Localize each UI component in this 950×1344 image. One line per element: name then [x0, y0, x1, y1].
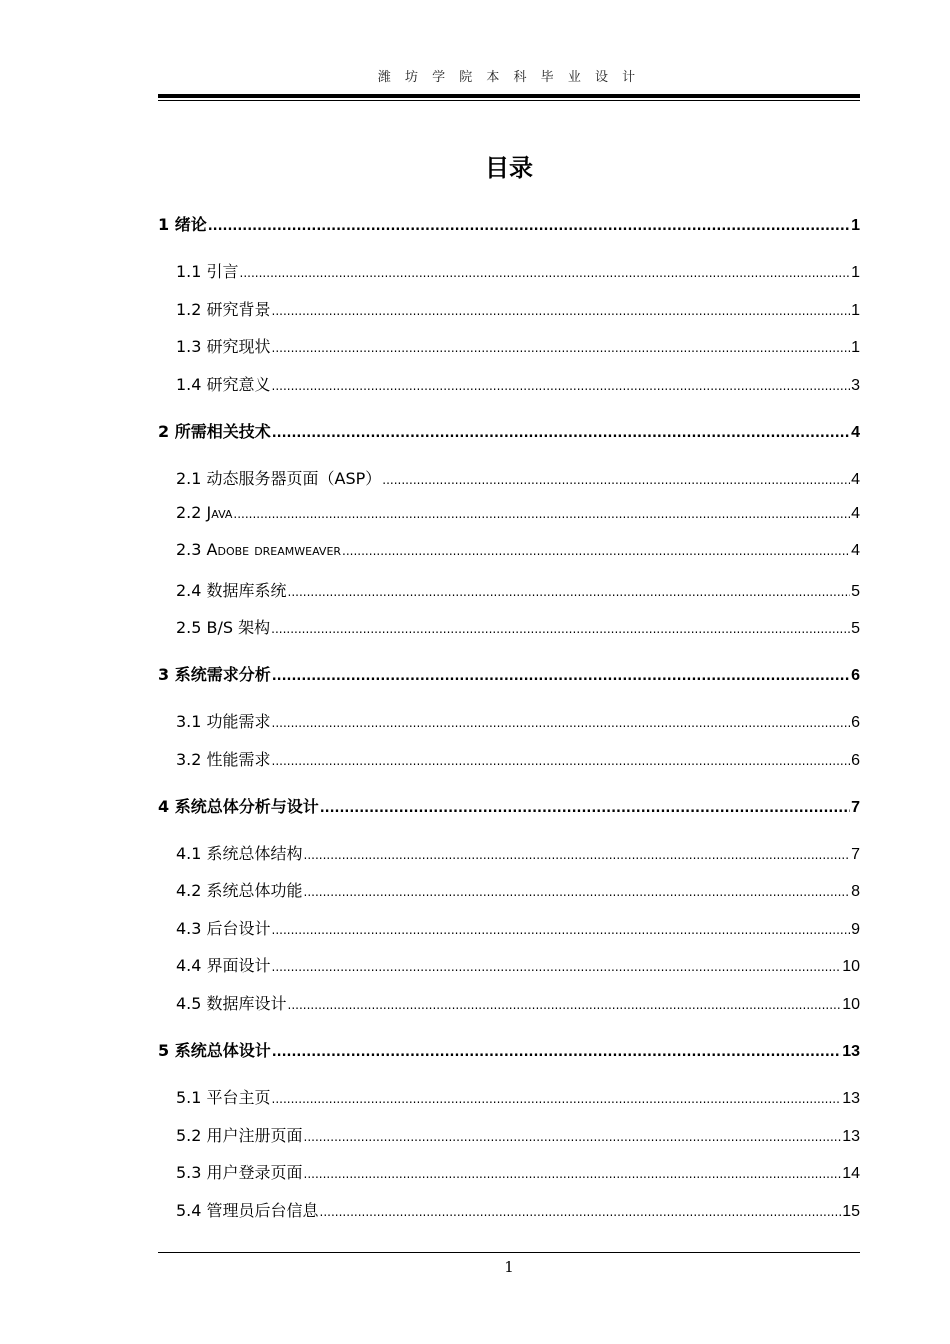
toc-entry-section[interactable] [176, 841, 860, 865]
toc-entry-label: 1.4 研究意义 [176, 375, 271, 394]
toc-entry-page: 1 [851, 264, 860, 281]
toc-leader-dots [233, 507, 850, 521]
footer-rule [158, 1252, 860, 1253]
toc-entry-page: 5 [851, 583, 860, 600]
toc-entry-label: 1 绪论 [158, 215, 207, 234]
toc-entry-label: 3.2 性能需求 [176, 750, 271, 769]
toc-entry-section[interactable] [176, 709, 860, 733]
toc-entry-page: 1 [851, 302, 860, 319]
toc-entry-chapter[interactable] [158, 794, 860, 818]
toc-entry-section[interactable] [176, 466, 860, 490]
toc-entry-label: 5.4 管理员后台信息 [176, 1201, 319, 1220]
toc-leader-dots [382, 473, 850, 487]
toc-leader-dots [342, 544, 850, 558]
toc-entry-page: 9 [851, 921, 860, 938]
toc-entry-section[interactable] [176, 878, 860, 902]
toc-leader-dots [272, 1092, 842, 1106]
page-title: 目录 [485, 154, 533, 182]
toc-entry-label: 3 系统需求分析 [158, 665, 271, 684]
toc-entry-label: 5 系统总体设计 [158, 1041, 271, 1060]
toc-leader-dots [304, 1130, 842, 1144]
toc-entry-page: 6 [851, 752, 860, 769]
toc-entry-page: 4 [851, 471, 860, 488]
toc-leader-dots [288, 585, 851, 599]
toc-entry-page: 13 [842, 1043, 860, 1060]
toc-entry-section[interactable] [176, 1198, 860, 1222]
toc-entry-section[interactable] [176, 578, 860, 602]
toc-leader-dots [288, 998, 842, 1012]
toc-entry-section[interactable] [176, 503, 860, 527]
toc-leader-dots [272, 426, 850, 441]
toc-entry-label: 2.5 B/S 架构 [176, 618, 271, 637]
toc-entry-page: 13 [842, 1128, 860, 1145]
toc-entry-section[interactable] [176, 372, 860, 396]
toc-entry-page: 3 [851, 377, 860, 394]
toc-entry-page: 15 [842, 1203, 860, 1220]
toc-entry-section[interactable] [176, 1085, 860, 1109]
toc-entry-section[interactable] [176, 1123, 860, 1147]
toc-entry-label: 2.4 数据库系统 [176, 581, 287, 600]
toc-entry-page: 10 [842, 996, 860, 1013]
toc-entry-label: 4 系统总体分析与设计 [158, 797, 319, 816]
toc-entry-page: 6 [851, 667, 860, 684]
toc-entry-section[interactable] [176, 916, 860, 940]
toc-leader-dots [272, 304, 851, 318]
toc-leader-dots [272, 716, 851, 730]
toc-entry-label: 5.3 用户登录页面 [176, 1163, 303, 1182]
toc-entry-label: 2.2 Java [176, 503, 233, 522]
toc-entry-label: 2 所需相关技术 [158, 422, 271, 441]
toc-leader-dots [272, 341, 851, 355]
toc-entry-label: 1.1 引言 [176, 262, 239, 281]
toc-entry-chapter[interactable] [158, 662, 860, 686]
toc-entry-label: 5.1 平台主页 [176, 1088, 271, 1107]
toc-entry-label: 4.4 界面设计 [176, 956, 271, 975]
toc-entry-page: 1 [851, 339, 860, 356]
toc-entry-label: 4.5 数据库设计 [176, 994, 287, 1013]
toc-entry-section[interactable] [176, 297, 860, 321]
toc-leader-dots [304, 848, 851, 862]
toc-entry-section[interactable] [176, 747, 860, 771]
toc-entry-section[interactable] [176, 259, 860, 283]
toc-entry-page: 4 [851, 424, 860, 441]
toc-entry-page: 4 [851, 542, 860, 559]
toc-entry-page: 6 [851, 714, 860, 731]
toc-leader-dots [320, 1205, 842, 1219]
toc-entry-page: 7 [851, 846, 860, 863]
toc-entry-page: 1 [851, 217, 860, 234]
toc-leader-dots [208, 219, 850, 234]
toc-entry-section[interactable] [176, 1160, 860, 1184]
toc-entry-page: 4 [851, 505, 860, 522]
toc-leader-dots [272, 379, 851, 393]
toc-leader-dots [272, 669, 850, 684]
toc-entry-chapter[interactable] [158, 419, 860, 443]
toc-entry-section[interactable] [176, 334, 860, 358]
toc-entry-label: 4.2 系统总体功能 [176, 881, 303, 900]
toc-entry-label: 1.3 研究现状 [176, 337, 271, 356]
toc-entry-label: 2.3 Adobe dreamweaver [176, 540, 342, 559]
toc-entry-label: 4.3 后台设计 [176, 919, 271, 938]
toc-leader-dots [304, 885, 851, 899]
toc-entry-page: 7 [851, 799, 860, 816]
toc-entry-section[interactable] [176, 953, 860, 977]
toc-leader-dots [240, 266, 851, 280]
toc-entry-page: 10 [842, 958, 860, 975]
toc-leader-dots [272, 960, 842, 974]
toc-entry-page: 5 [851, 620, 860, 637]
toc-entry-page: 8 [851, 883, 860, 900]
toc-leader-dots [271, 622, 850, 636]
toc-entry-section[interactable] [176, 615, 860, 639]
toc-entry-section[interactable] [176, 540, 860, 564]
toc-entry-page: 14 [842, 1165, 860, 1182]
toc-entry-label: 2.1 动态服务器页面（ASP） [176, 469, 382, 488]
toc-entry-chapter[interactable] [158, 212, 860, 236]
toc-entry-chapter[interactable] [158, 1038, 860, 1062]
toc-leader-dots [272, 1045, 841, 1060]
toc-entry-label: 3.1 功能需求 [176, 712, 271, 731]
page-number: 1 [504, 1258, 514, 1276]
toc-entry-page: 13 [842, 1090, 860, 1107]
running-header: 潍 坊 学 院 本 科 毕 业 设 计 [377, 70, 641, 85]
toc-leader-dots [272, 754, 851, 768]
toc-leader-dots [320, 801, 850, 816]
toc-entry-label: 5.2 用户注册页面 [176, 1126, 303, 1145]
toc-entry-label: 4.1 系统总体结构 [176, 844, 303, 863]
toc-leader-dots [304, 1167, 842, 1181]
toc-entry-label: 1.2 研究背景 [176, 300, 271, 319]
toc-leader-dots [272, 923, 851, 937]
toc-entry-section[interactable] [176, 991, 860, 1015]
